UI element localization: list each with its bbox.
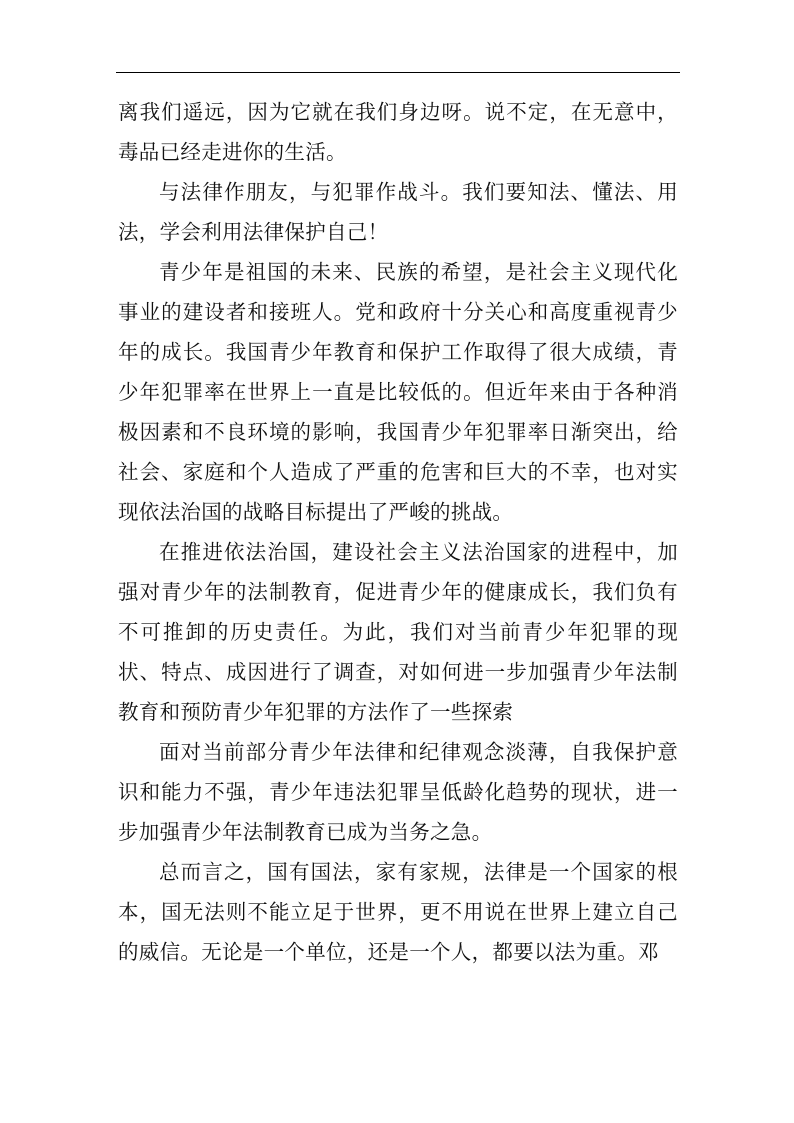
- paragraph-6: 总而言之，国有国法，家有家规，法律是一个国家的根本，国无法则不能立足于世界，更不用说在世界上建立自己的威信。无论是一个单位，还是一个人，都要以法为重。邓: [118, 860, 678, 964]
- paragraph-3: 青少年是祖国的未来、民族的希望，是社会主义现代化事业的建设者和接班人。党和政府十分关心和高度重视青少年的成长。我国青少年教育和保护工作取得了很大成绩，青少年犯罪率在世界上一直是比较低的。但近年来由于各种消极因素和不良环境的影响，我国青少年犯罪率日渐突出，给社会、家庭和个人造成了严重的危害和巨大的不幸，也对实现依法治国的战略目标提出了严峻的挑战。: [118, 260, 678, 524]
- header-rule: [116, 72, 680, 73]
- body-text: [118, 92, 678, 972]
- paragraph-1: 离我们遥远，因为它就在我们身边呀。说不定，在无意中，毒品已经走进你的生活。: [118, 100, 678, 164]
- paragraph-2: 与法律作朋友，与犯罪作战斗。我们要知法、懂法、用法，学会利用法律保护自己！: [118, 180, 678, 244]
- paragraph-4: 在推进依法治国，建设社会主义法治国家的进程中，加强对青少年的法制教育，促进青少年的健康成长，我们负有不可推卸的历史责任。为此，我们对当前青少年犯罪的现状、特点、成因进行了调查，对如何进一步加强青少年法制教育和预防青少年犯罪的方法作了一些探索: [118, 540, 678, 724]
- paragraph-5: 面对当前部分青少年法律和纪律观念淡薄，自我保护意识和能力不强，青少年违法犯罪呈低龄化趋势的现状，进一步加强青少年法制教育已成为当务之急。: [118, 740, 678, 844]
